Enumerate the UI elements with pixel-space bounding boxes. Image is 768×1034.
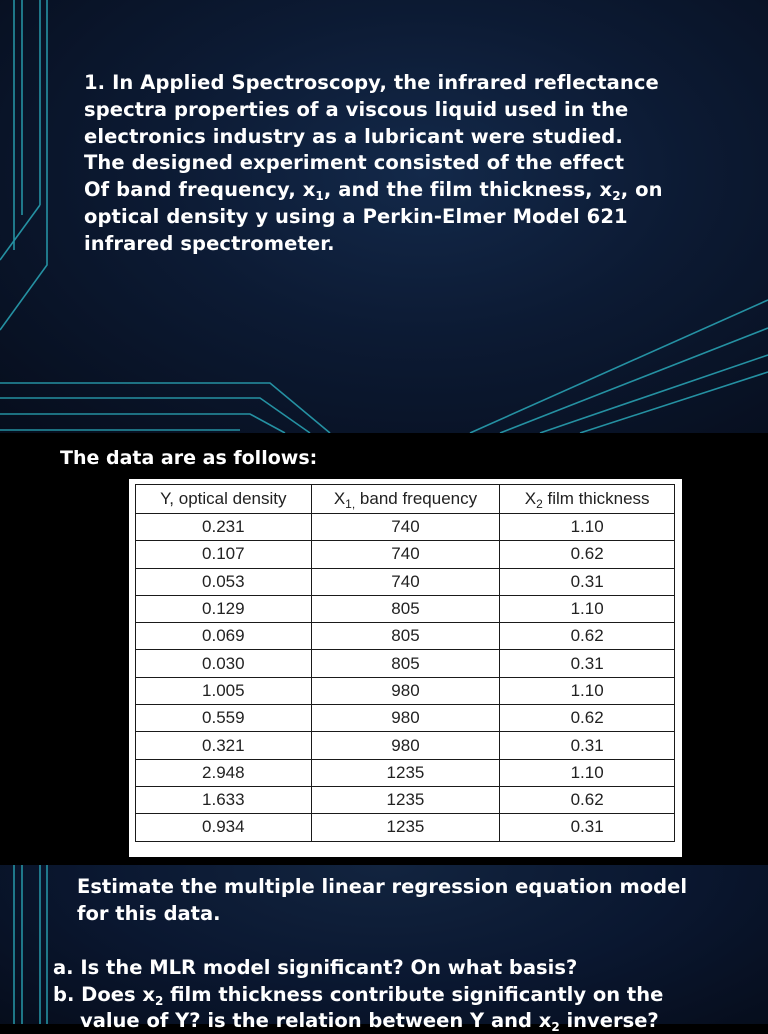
table-row <box>136 759 675 786</box>
cell-x1: 980 <box>311 705 500 732</box>
cell-x2: 0.31 <box>500 568 675 595</box>
subscript: 2 <box>536 497 543 511</box>
table-row <box>136 705 675 732</box>
cell-x1: 1235 <box>311 759 500 786</box>
cell-x1: 1235 <box>311 814 500 841</box>
problem-line: 1. In Applied Spectroscopy, the infrared reflectance <box>84 71 659 94</box>
slide-problem-statement <box>0 0 768 433</box>
table-row <box>136 677 675 704</box>
text-segment: , and the film thickness, x <box>323 178 613 202</box>
question-b <box>53 983 663 1006</box>
cell-x2: 0.31 <box>500 650 675 677</box>
subscript: 2 <box>551 1020 560 1034</box>
cell-y: 0.030 <box>136 650 312 677</box>
cell-x2: 0.31 <box>500 732 675 759</box>
table-row <box>136 595 675 622</box>
cell-y: 0.069 <box>136 623 312 650</box>
cell-x2: 1.10 <box>500 677 675 704</box>
text-segment: value of Y? is the relation between Y and x <box>80 1009 552 1032</box>
header-film-thickness <box>500 485 675 514</box>
question-a: a. Is the MLR model significant? On what basis? <box>53 956 578 979</box>
cell-x1: 980 <box>311 732 500 759</box>
problem-line: infrared spectrometer. <box>84 231 335 255</box>
cell-y: 1.005 <box>136 677 312 704</box>
table-row <box>136 514 675 541</box>
instruction-line: for this data. <box>77 902 221 925</box>
table-row <box>136 568 675 595</box>
cell-x2: 1.10 <box>500 514 675 541</box>
slide-questions <box>0 865 768 1034</box>
text-segment: X <box>333 489 346 508</box>
cell-x2: 0.62 <box>500 541 675 568</box>
cell-x1: 740 <box>311 568 500 595</box>
cell-y: 0.129 <box>136 595 312 622</box>
table-row <box>136 541 675 568</box>
cell-x1: 980 <box>311 677 500 704</box>
instruction-line: Estimate the multiple linear regression equation model <box>77 875 688 898</box>
cell-x2: 0.62 <box>500 623 675 650</box>
text-segment: Of band frequency, x <box>84 178 316 202</box>
question-b-continued <box>80 1009 659 1032</box>
table-row <box>136 650 675 677</box>
text-segment: b. Does x <box>53 983 155 1006</box>
header-optical-density: Y, optical density <box>136 485 312 514</box>
cell-y: 0.053 <box>136 568 312 595</box>
table-row <box>136 732 675 759</box>
table-frame <box>129 479 682 857</box>
text-segment: band frequency <box>355 489 478 508</box>
cell-y: 1.633 <box>136 786 312 813</box>
subscript: 1 <box>315 189 324 204</box>
cell-x1: 740 <box>311 514 500 541</box>
text-segment: X <box>524 489 537 508</box>
header-band-frequency <box>311 485 500 514</box>
cell-x2: 0.62 <box>500 705 675 732</box>
subscript: 1, <box>345 497 356 511</box>
cell-y: 2.948 <box>136 759 312 786</box>
data-table <box>135 484 675 842</box>
cell-x2: 0.62 <box>500 786 675 813</box>
problem-line: spectra properties of a viscous liquid used in the <box>84 97 629 121</box>
problem-text <box>84 70 744 258</box>
cell-x2: 1.10 <box>500 595 675 622</box>
cell-x1: 805 <box>311 623 500 650</box>
cell-x1: 805 <box>311 595 500 622</box>
problem-line: optical density y using a Perkin-Elmer Model 621 <box>84 204 628 228</box>
cell-y: 0.107 <box>136 541 312 568</box>
table-row <box>136 623 675 650</box>
problem-line: electronics industry as a lubricant were studied. <box>84 124 623 148</box>
subscript: 2 <box>612 189 621 204</box>
table-header-row <box>136 485 675 514</box>
cell-x2: 1.10 <box>500 759 675 786</box>
text-segment: inverse? <box>559 1009 659 1032</box>
cell-y: 0.934 <box>136 814 312 841</box>
text-segment: film thickness contribute significantly on the <box>163 983 664 1006</box>
cell-y: 0.231 <box>136 514 312 541</box>
subscript: 2 <box>154 994 164 1008</box>
slide-data-table <box>0 433 768 865</box>
text-segment: , on <box>620 178 663 202</box>
cell-x1: 740 <box>311 541 500 568</box>
table-row <box>136 786 675 813</box>
problem-line <box>84 177 744 204</box>
table-row <box>136 814 675 841</box>
cell-x2: 0.31 <box>500 814 675 841</box>
cell-x1: 805 <box>311 650 500 677</box>
cell-y: 0.559 <box>136 705 312 732</box>
problem-line: The designed experiment consisted of the effect <box>84 151 625 175</box>
cell-y: 0.321 <box>136 732 312 759</box>
cell-x1: 1235 <box>311 786 500 813</box>
data-heading: The data are as follows: <box>60 447 318 469</box>
text-segment: film thickness <box>542 489 650 508</box>
